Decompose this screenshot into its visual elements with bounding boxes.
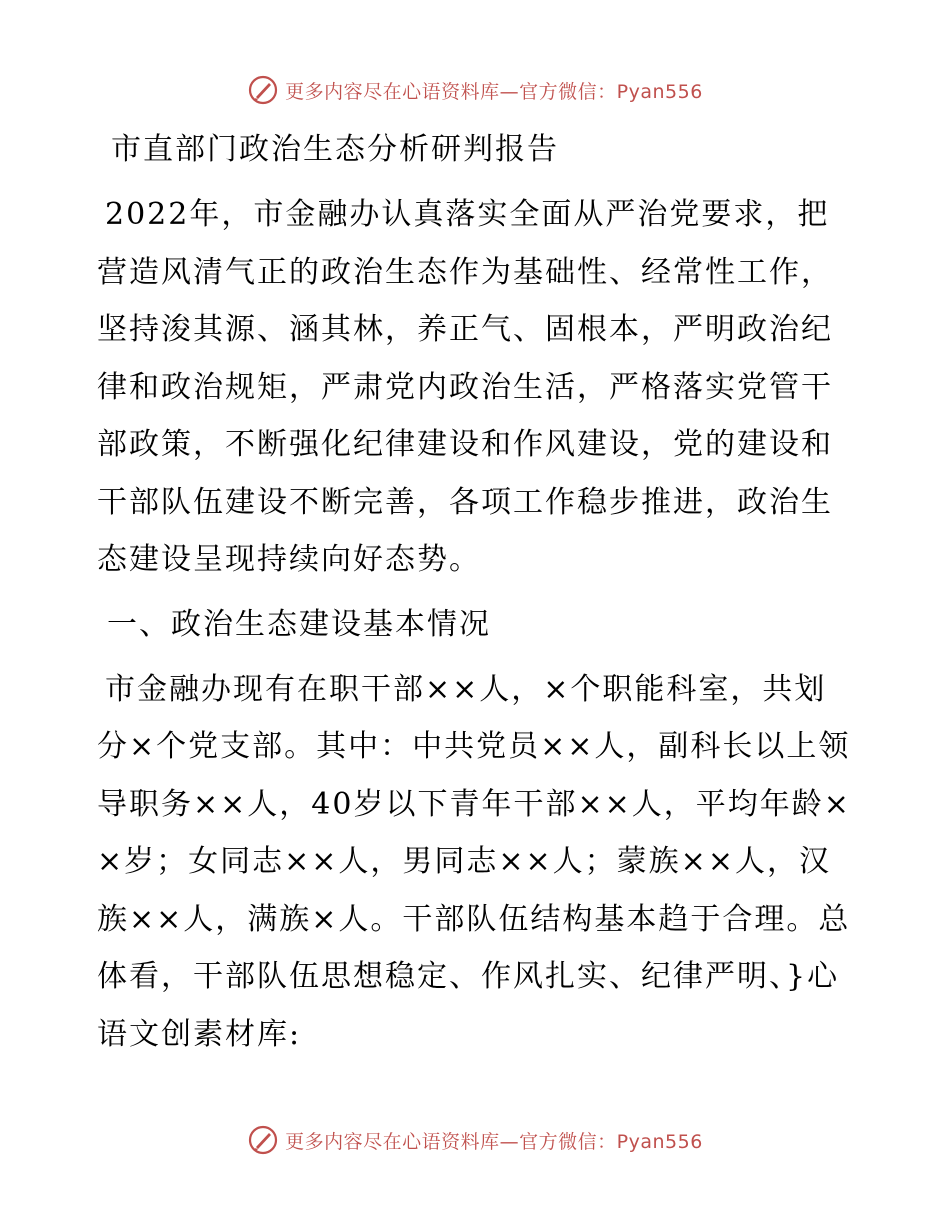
watermark-text: 更多内容尽在心语资料库—官方微信：Pyan556 <box>285 1130 703 1153</box>
quill-logo-icon <box>247 74 279 106</box>
intro-paragraph: 2022年，市金融办认真落实全面从严治党要求，把营造风清气正的政治生态作为基础性、经常性工作，坚持浚其源、涵其林，养正气、固根本，严明政治纪律和政治规矩，严肃党内政治生活，严格落实党管干部政策，不断强化纪律建设和作风建设，党的建设和干部队伍建设不断完善，各项工作稳步推进，政治生态建设呈现持续向好态势。 <box>97 197 833 577</box>
document-title: 市直部门政治生态分析研判报告 <box>111 132 559 167</box>
watermark-banner-top <box>0 70 950 110</box>
watermark-banner-bottom <box>0 1120 950 1160</box>
watermark-text: 更多内容尽在心语资料库—官方微信：Pyan556 <box>285 80 703 103</box>
section-heading: 一、政治生态建设基本情况 <box>107 606 491 642</box>
section-paragraph: 市金融办现有在职干部××人，×个职能科室，共划分×个党支部。其中：中共党员××人，副科长以上领导职务××人，40岁以下青年干部××人，平均年龄××岁；女同志××人，男同志××人；蒙族××人，汉族××人，满族×人。干部队伍结构基本趋于合理。总体看，干部队伍思想稳定、作风扎实、纪律严明、}心语文创素材库: <box>97 671 851 1052</box>
document-body <box>97 122 857 1071</box>
quill-logo-icon <box>247 1124 279 1156</box>
